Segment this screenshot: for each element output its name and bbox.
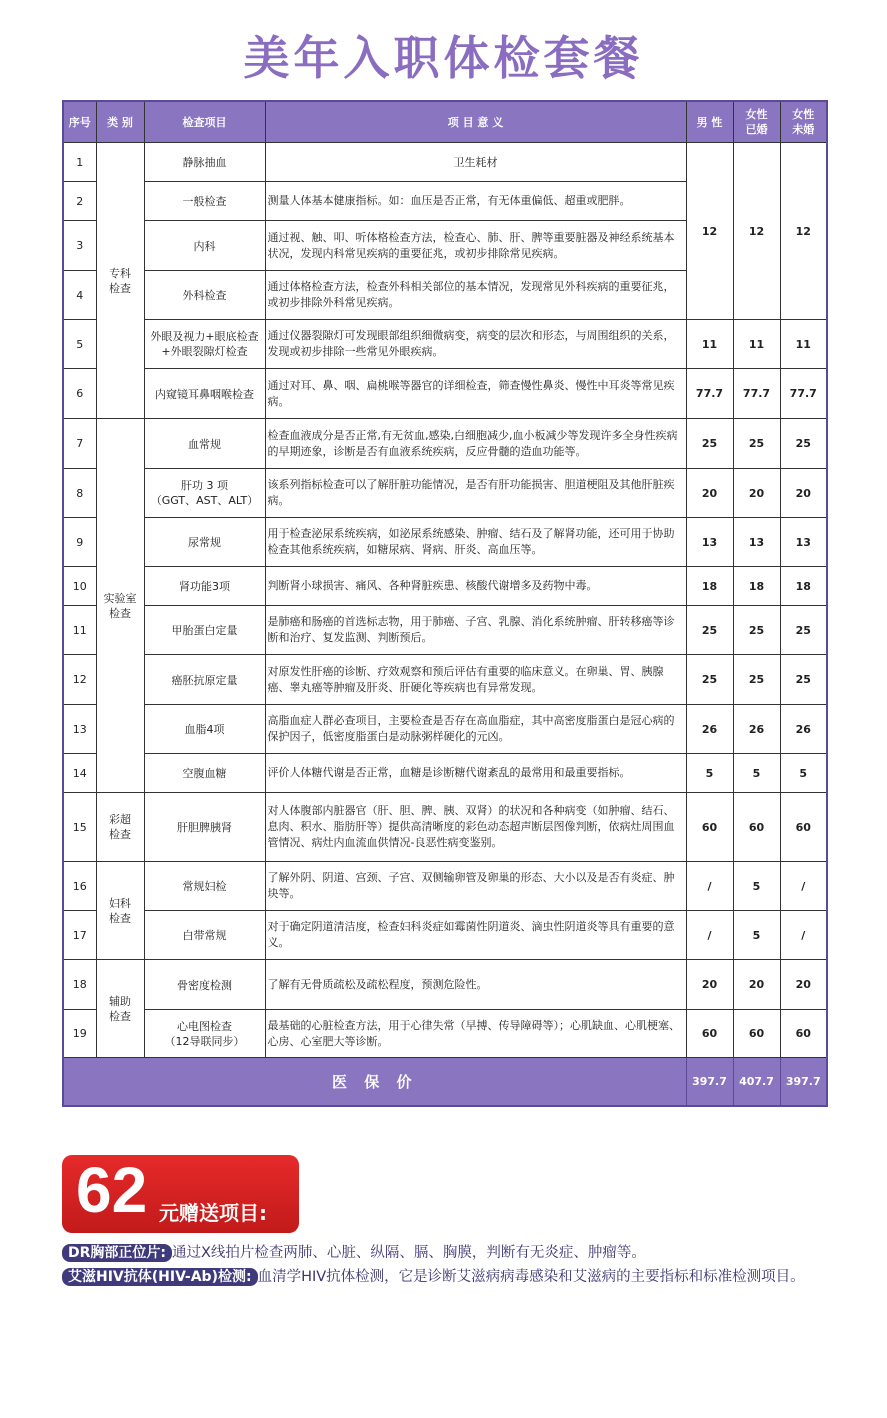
price-female-unmarried: 20 [780,960,827,1010]
row-item: 癌胚抗原定量 [144,655,265,705]
row-no: 7 [63,419,96,469]
price-female-married: 25 [733,606,780,655]
table-row [63,320,827,369]
price-female-married: 26 [733,705,780,754]
row-meaning: 了解外阴、阴道、宫颈、子宫、双侧输卵管及卵巢的形态、大小以及是否有炎症、肿块等。 [265,862,686,911]
row-meaning: 对人体腹部内脏器官（肝、胆、脾、胰、双肾）的状况和各种病变（如肿瘤、结石、息肉、积水、脂肪肝等）提供高清晰度的彩色动态超声断层图像判断，依病灶周围血管情况、病灶内血流血供情况-良恶性病变鉴别。 [265,793,686,862]
row-no: 4 [63,271,96,320]
price-female-married: 20 [733,469,780,518]
row-meaning: 检查血液成分是否正常,有无贫血,感染,白细胞减少,血小板减少等发现许多全身性疾病的早期迹象，诊断是否有血液系统疾病，反应骨髓的造血功能等。 [265,419,686,469]
price-female-unmarried: 60 [780,1010,827,1058]
header-male: 男 性 [686,101,733,143]
price-female-unmarried: 12 [780,143,827,320]
row-item: 肝功 3 项 （GGT、AST、ALT） [144,469,265,518]
total-female-married: 407.7 [733,1058,780,1107]
category-specialist: 专科 检查 [96,143,144,419]
price-male: 12 [686,143,733,320]
table-row [63,419,827,469]
price-female-unmarried: 25 [780,655,827,705]
table-row [63,606,827,655]
row-item: 外科检查 [144,271,265,320]
row-no: 2 [63,182,96,221]
page-title: 美年入职体检套餐 [243,31,644,85]
price-male: 20 [686,960,733,1010]
table-row [63,369,827,419]
price-female-unmarried: 26 [780,705,827,754]
row-meaning: 卫生耗材 [265,143,686,182]
price-female-unmarried: / [780,911,827,960]
row-no: 19 [63,1010,96,1058]
row-item: 心电图检查 （12导联同步） [144,1010,265,1058]
row-item: 甲胎蛋白定量 [144,606,265,655]
price-female-unmarried: 77.7 [780,369,827,419]
row-item: 常规妇检 [144,862,265,911]
price-male: 11 [686,320,733,369]
header-item: 检查项目 [144,101,265,143]
row-no: 9 [63,518,96,567]
row-meaning: 了解有无骨质疏松及疏松程度，预测危险性。 [265,960,686,1010]
row-meaning: 对原发性肝癌的诊断、疗效观察和预后评估有重要的临床意义。在卵巢、胃、胰腺癌、睾丸癌等肿瘤及肝炎、肝硬化等疾病也有异常发现。 [265,655,686,705]
row-no: 11 [63,606,96,655]
row-meaning: 通过体格检查方法，检查外科相关部位的基本情况，发现常见外科疾病的重要征兆，或初步排除外科常见疾病。 [265,271,686,320]
row-no: 15 [63,793,96,862]
price-female-unmarried: 20 [780,469,827,518]
row-no: 12 [63,655,96,705]
row-no: 1 [63,143,96,182]
header-female-married: 女性 已婚 [733,101,780,143]
table-row [63,911,827,960]
row-no: 18 [63,960,96,1010]
price-female-unmarried: / [780,862,827,911]
price-female-married: 20 [733,960,780,1010]
price-male: 26 [686,705,733,754]
row-item: 外眼及视力+眼底检查 +外眼裂隙灯检查 [144,320,265,369]
price-male: / [686,862,733,911]
price-female-married: 5 [733,911,780,960]
row-item: 内窥镜耳鼻咽喉检查 [144,369,265,419]
category-gyn: 妇科 检查 [96,862,144,960]
gift-text: 通过X线拍片检查两肺、心脏、纵隔、膈、胸膜，判断有无炎症、肿瘤等。 [172,1245,646,1261]
price-female-married: 18 [733,567,780,606]
row-item: 尿常规 [144,518,265,567]
row-item: 肝胆脾胰肾 [144,793,265,862]
row-no: 14 [63,754,96,793]
row-meaning: 最基础的心脏检查方法，用于心律失常（早搏、传导障碍等）；心肌缺血、心肌梗塞、心房、心室肥大等诊断。 [265,1010,686,1058]
total-male: 397.7 [686,1058,733,1107]
price-female-married: 13 [733,518,780,567]
price-female-married: 77.7 [733,369,780,419]
price-female-unmarried: 25 [780,606,827,655]
table-row [63,960,827,1010]
header-meaning: 项 目 意 义 [265,101,686,143]
price-female-unmarried: 13 [780,518,827,567]
row-meaning: 用于检查泌尿系统疾病，如泌尿系统感染、肿瘤、结石及了解肾功能，还可用于协助检查其他系统疾病，如糖尿病、肾病、肝炎、高血压等。 [265,518,686,567]
promo-text: 元赠送项目: [159,1201,267,1225]
price-female-married: 25 [733,655,780,705]
price-male: 13 [686,518,733,567]
row-item: 肾功能3项 [144,567,265,606]
row-no: 16 [63,862,96,911]
row-meaning: 高脂血症人群必查项目，主要检查是否存在高血脂症，其中高密度脂蛋白是冠心病的保护因子，低密度脂蛋白是动脉粥样硬化的元凶。 [265,705,686,754]
category-ultrasound: 彩超 检查 [96,793,144,862]
price-male: / [686,911,733,960]
row-item: 静脉抽血 [144,143,265,182]
table-row [63,143,827,182]
gift-tag: DR胸部正位片: [62,1244,172,1262]
price-male: 20 [686,469,733,518]
gift-tag: 艾滋HIV抗体(HIV-Ab)检测: [62,1268,258,1286]
row-item: 内科 [144,221,265,271]
exam-table [62,100,828,1107]
price-female-married: 11 [733,320,780,369]
gift-text: 血清学HIV抗体检测，它是诊断艾滋病病毒感染和艾滋病的主要指标和标准检测项目。 [257,1269,805,1285]
gift-item [62,1242,842,1264]
row-item: 血常规 [144,419,265,469]
row-meaning: 通过仪器裂隙灯可发现眼部组织细微病变，病变的层次和形态，与周围组织的关系，发现或初步排除一些常见外眼疾病。 [265,320,686,369]
total-female-unmarried: 397.7 [780,1058,827,1107]
table-row [63,469,827,518]
price-male: 60 [686,1010,733,1058]
price-female-unmarried: 60 [780,793,827,862]
row-item: 骨密度检测 [144,960,265,1010]
row-no: 13 [63,705,96,754]
promo-number: 62 [76,1154,148,1226]
price-female-unmarried: 11 [780,320,827,369]
row-meaning: 评价人体糖代谢是否正常，血糖是诊断糖代谢紊乱的最常用和最重要指标。 [265,754,686,793]
table-row [63,1010,827,1058]
row-meaning: 该系列指标检查可以了解肝脏功能情况，是否有肝功能损害、胆道梗阻及其他肝脏疾病。 [265,469,686,518]
table-row [63,754,827,793]
row-no: 8 [63,469,96,518]
table-row [63,705,827,754]
price-male: 60 [686,793,733,862]
price-female-unmarried: 5 [780,754,827,793]
row-no: 6 [63,369,96,419]
row-meaning: 测量人体基本健康指标。如：血压是否正常，有无体重偏低、超重或肥胖。 [265,182,686,221]
header-category: 类 别 [96,101,144,143]
gift-item [62,1266,842,1288]
row-meaning: 通过对耳、鼻、咽、扁桃喉等器官的详细检查，筛查慢性鼻炎、慢性中耳炎等常见疾病。 [265,369,686,419]
row-no: 17 [63,911,96,960]
price-male: 5 [686,754,733,793]
row-item: 白带常规 [144,911,265,960]
table-row [63,518,827,567]
price-female-unmarried: 25 [780,419,827,469]
price-male: 25 [686,419,733,469]
table-header-row [63,101,827,143]
price-female-unmarried: 18 [780,567,827,606]
table-row [63,793,827,862]
price-female-married: 60 [733,1010,780,1058]
row-meaning: 对于确定阴道清洁度，检查妇科炎症如霉菌性阴道炎、滴虫性阴道炎等具有重要的意义。 [265,911,686,960]
price-female-married: 25 [733,419,780,469]
header-no: 序号 [63,101,96,143]
row-meaning: 判断肾小球损害、痛风、各种肾脏疾患、核酸代谢增多及药物中毒。 [265,567,686,606]
price-male: 77.7 [686,369,733,419]
table-row [63,655,827,705]
row-item: 空腹血糖 [144,754,265,793]
row-no: 5 [63,320,96,369]
row-no: 3 [63,221,96,271]
header-female-unmarried: 女性 未婚 [780,101,827,143]
price-female-married: 60 [733,793,780,862]
row-meaning: 是肺癌和肠癌的首选标志物，用于肺癌、子宫、乳腺、消化系统肿瘤、肝转移癌等诊断和治疗、复发监测、判断预后。 [265,606,686,655]
total-label: 医 保 价 [63,1058,686,1107]
price-male: 18 [686,567,733,606]
price-female-married: 5 [733,862,780,911]
row-item: 一般检查 [144,182,265,221]
price-female-married: 5 [733,754,780,793]
price-female-married: 12 [733,143,780,320]
category-lab: 实验室 检查 [96,419,144,793]
row-no: 10 [63,567,96,606]
promo-banner [62,1155,299,1233]
table-row [63,567,827,606]
total-row [63,1058,827,1107]
row-item: 血脂4项 [144,705,265,754]
price-male: 25 [686,655,733,705]
price-male: 25 [686,606,733,655]
row-meaning: 通过视、触、叩、听体格检查方法，检查心、肺、肝、脾等重要脏器及神经系统基本状况，发现内科常见疾病的重要征兆，或初步排除常见疾病。 [265,221,686,271]
table-row [63,862,827,911]
category-aux: 辅助 检查 [96,960,144,1058]
